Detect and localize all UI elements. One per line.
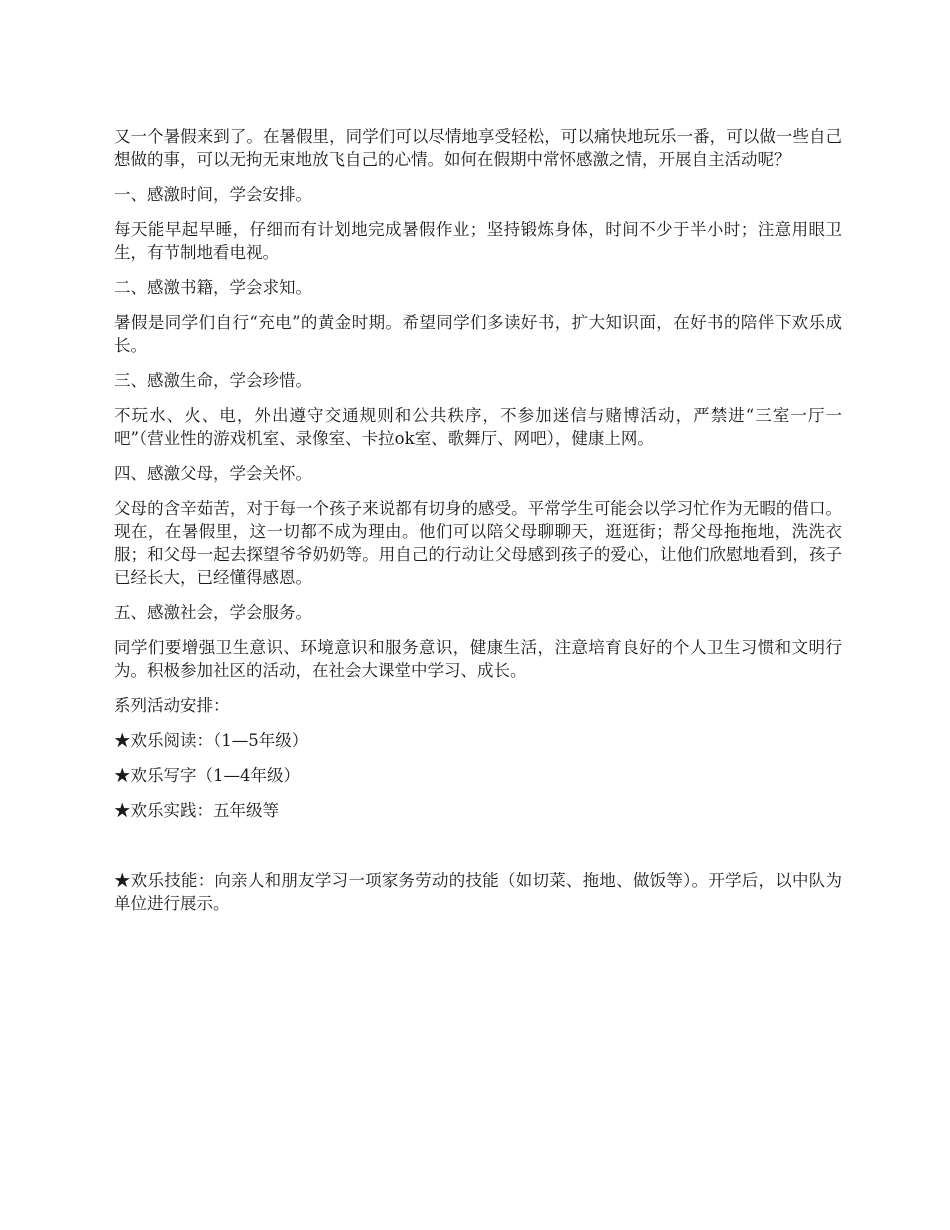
section-body-parents: 父母的含辛茹苦，对于每一个孩子来说都有切身的感受。平常学生可能会以学习忙作为无暇的借口。现在，在暑假里，这一切都不成为理由。他们可以陪父母聊聊天，逛逛街；帮父母拖拖地，洗洗衣服；和父母一起去探望爷爷奶奶等。用自己的行动让父母感到孩子的爱心，让他们欣慰地看到，孩子已经长大，已经懂得感恩。 xyxy=(114,499,842,587)
activity-item-reading: ★欢乐阅读：（1—5年级） xyxy=(114,731,309,750)
activity-list-heading: 系列活动安排： xyxy=(114,696,230,715)
section-heading-parents: 四、感激父母，学会关怀。 xyxy=(114,464,312,483)
activity-item-writing: ★欢乐写字（1—4年级） xyxy=(114,766,300,785)
section-body-life: 不玩水、火、电，外出遵守交通规则和公共秩序，不参加迷信与赌博活动，严禁进“三室一厅一吧”（营业性的游戏机室、录像室、卡拉ok室、歌舞厅、网吧），健康上网。 xyxy=(114,406,842,448)
activity-item-skills: ★欢乐技能：向亲人和朋友学习一项家务劳动的技能（如切菜、拖地、做饭等）。开学后，以中队为单位进行展示。 xyxy=(114,871,842,913)
activity-item-practice: ★欢乐实践：五年级等 xyxy=(114,801,279,820)
section-body-time: 每天能早起早睡，仔细而有计划地完成暑假作业；坚持锻炼身体，时间不少于半小时；注意用眼卫生，有节制地看电视。 xyxy=(114,220,842,262)
section-body-books: 暑假是同学们自行“充电”的黄金时期。希望同学们多读好书，扩大知识面，在好书的陪伴下欢乐成长。 xyxy=(114,313,842,355)
section-heading-books: 二、感激书籍，学会求知。 xyxy=(114,278,312,297)
document-body xyxy=(114,125,842,927)
intro-paragraph: 又一个暑假来到了。在暑假里，同学们可以尽情地享受轻松，可以痛快地玩乐一番，可以做一些自己想做的事，可以无拘无束地放飞自己的心情。如何在假期中常怀感激之情，开展自主活动呢？ xyxy=(114,127,842,169)
section-heading-society: 五、感激社会，学会服务。 xyxy=(114,603,312,622)
section-body-society: 同学们要增强卫生意识、环境意识和服务意识，健康生活，注意培育良好的个人卫生习惯和文明行为。积极参加社区的活动，在社会大课堂中学习、成长。 xyxy=(114,638,842,680)
section-heading-life: 三、感激生命，学会珍惜。 xyxy=(114,371,312,390)
section-heading-time: 一、感激时间，学会安排。 xyxy=(114,185,312,204)
